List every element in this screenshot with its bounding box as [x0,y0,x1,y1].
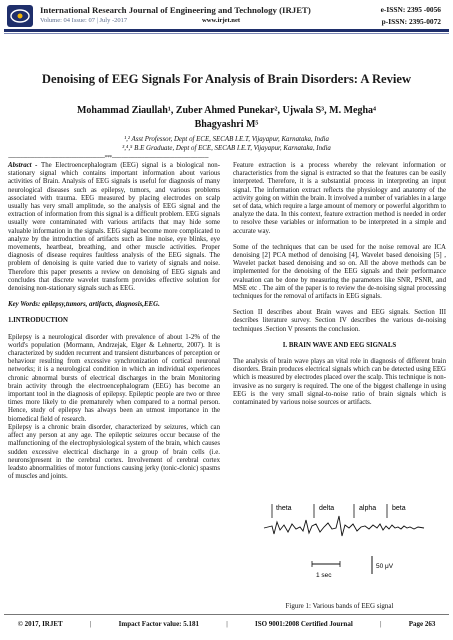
right-paragraph-4: The analysis of brain wave plays an vital role in diagnosis of different brain disorders. Brain produces electrical signals which can be detected using EEG which is measured by electrodes placed over the scalp. This technique is non-invasive as no surgery is required. The one of the biggest challenge in using EEG is the very small signal-to-noise ratio of brain signals which is contaminated by various noise sources or artifacts. [233,358,446,407]
right-paragraph-2: Some of the techniques that can be used for the noise removal are ICA denoising [2] PCA method of denoising [4], Wavelet based denoising [5] , Wavelet packet based denoising and so on. All the above methods can be implemented for the denoising of the EEG signals and their performance evaluation can be done by measuring the parameters like SNR, PSNR, and MSE etc . The aim of the paper is to review the de-noising signal processing techniques for the removal of artifacts in EEG signals. [233,243,446,301]
eeg-bands-figure [262,498,427,588]
time-scale-label: 1 sec [316,572,332,579]
footer-rule [4,614,449,615]
band-label-beta: beta [392,505,406,512]
right-paragraph-3: Section II describes about Brain waves and EEG signals. Section III describes literature survey. Section IV describes the various de-noising techniques .Section V presents the conclusion. [233,309,446,333]
pissn: p-ISSN: 2395-0072 [381,17,441,26]
amp-scale-label: 50 μV [376,563,394,570]
left-column [8,162,220,489]
intro-paragraph-1: Epilepsy is a neurological disorder with prevalence of about 1-2% of the world's population (Mormann, Andrzejak, Elger & Lehnertz, 2007). It is characterized by sudden recurrent and transient disturbances of perception or behaviour resulting from excessive synchronization of cortical neuronal networks; it is a neurological condition in which an individual experiences chronic abnormal bursts of electrical discharges in the brain Monitoring brain activity through the electroencephalogram (EEG) has become an important tool in the diagnosis of epilepsy. Epileptic people are two or three times more likely to die prematurely when compared to a normal person. Hence, study of epilepsy has always been an utmost importance in the biomedical field of research. [8,333,220,423]
eissn: e-ISSN: 2395 -0056 [380,5,441,14]
band-label-theta: theta [276,505,292,512]
paper-title: Denoising of EEG Signals For Analysis of Brain Disorders: A Review [41,72,412,86]
author-list [40,104,413,132]
keywords [8,301,220,309]
intro-paragraph-2: Epilepsy is a chronic brain disorder, characterized by seizures, which can affect any person at any age. The epileptic seizures occur because of the malfunctioning of the electrophysiological system of the brain, which causes sudden excessive electrical discharge in a group of brain cells (i.e. neurons)present in the cerebral cortex. Involvement of cerebral cortex leadsto abnormalities of motor functions causing jerky (tonic-clonic) spasms of muscles and joints. [8,423,220,481]
eeg-trace [264,516,424,536]
header-rule [4,29,449,32]
footer-divider: | [89,620,92,628]
affiliation-2: ³,⁴,⁵ B.E Graduate, Dept of ECE, SECAB I.E.T, Vijayapur, Karnataka, India [122,145,331,152]
abstract-label: Abstract - [8,162,42,169]
brain-wave-heading: I. BRAIN WAVE AND EEG SIGNALS [282,341,397,349]
footer-page-number: Page 263 [408,620,436,628]
affiliation-1: ¹,² Asst Professor, Dept of ECE, SECAB I.E.T, Vijayapur, Karnataka, India [124,136,329,143]
band-label-alpha: alpha [359,505,377,512]
footer-divider: | [226,620,228,628]
header-rule-thin [4,33,449,34]
authors-line-1: Mohammad Ziaullah¹, Zuber Ahmed Punekar², Ujwala S³, M. Megha⁴ [76,105,377,116]
journal-name: International Research Journal of Engineering and Technology (IRJET) [40,5,311,15]
right-paragraph-1: Feature extraction is a process whereby the relevant information or characteristics from the signal is extracted so that the features can be easily interpreted. Therefore, it is a substantial process in interpreting an input signal. The information extract reflects the physiology and anatomy of the activity going on within the brain. It involved a number of variables in a large set of data, which require a large amount of memory or powerful algorithm to analyze the data. In this context, feature extraction method is needed in order to resolve these variables or information to be interpreted in a simple and accurate way. [233,162,446,235]
abstract-text: The Electroencephalogram (EEG) signal is a biological non-stationary signal which contains important information about various activities of Brain. Analysis of EEG signals is useful for diagnosis of many neurological diseases such as epilepsy, tumors, and various problems associated with trauma. EEG measured by placing electrodes on scalp usually has very small amplitude, so the analysis of EEG signal and the extraction of information from this signal is a difficult problem. EEG signals usually were contaminated with various artifacts that may hide some valuable information in the signals. EEG signal become more complicated to analyze by the introduction of artifacts such as line noise, eye blinks, eye movements, heartbeat, breathing, and other muscle activities. Proper diagnosis of disease requires faultless analysis of the EEG signals. The problem of denoising is quite varied due to variety of signals and noise. Therefore this paper presents a review on denoising of EEG signals and concludes that discrete wavelet transform provides effective solution for denoising non-stationary signals such as EEG. [8,162,220,293]
intro-heading: 1.INTRODUCTION [8,317,68,325]
irjet-logo-icon [6,4,34,28]
figure-caption: Figure 1: Various bands of EEG signal [285,602,394,610]
journal-website-link[interactable]: www.irjet.net [202,17,241,24]
page-footer [4,620,449,628]
footer-iso: ISO 9001:2008 Certified Journal [254,620,353,628]
band-label-delta: delta [319,505,335,512]
section-separator: ---------------------------------------------------------------------***--------------------------------------------------------------------- [8,155,209,161]
keywords-label: Key Words: [8,301,42,309]
right-column [233,162,446,415]
volume-issue: Volume: 04 Issue: 07 | July -2017 [40,17,128,24]
footer-divider: | [379,620,382,628]
footer-copyright: © 2017, IRJET [17,620,63,628]
keywords-text: epilepsy,tumors, artifacts, diagnosis,EEG. [41,301,160,309]
abstract [8,162,220,293]
authors-line-2: Bhagyashri M⁵ [194,119,259,130]
footer-impact-factor: Impact Factor value: 5.181 [118,620,200,628]
